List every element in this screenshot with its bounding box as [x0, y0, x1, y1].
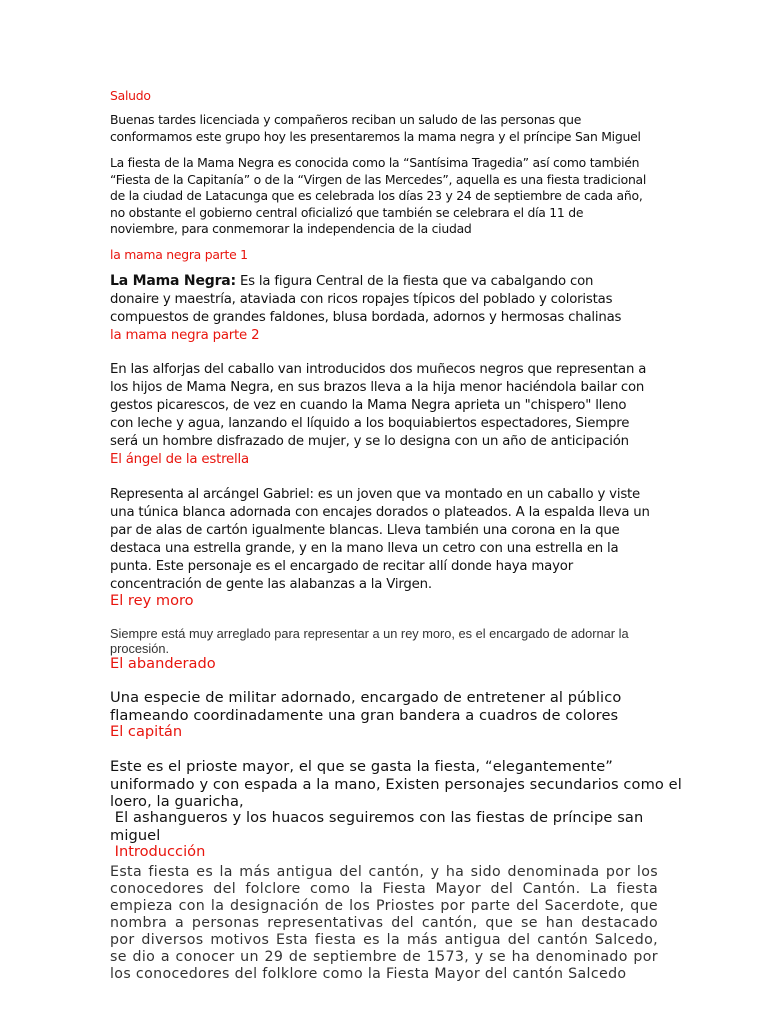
introduccion-text: Esta fiesta es la más antigua del cantón, y ha sido denominada por los conocedores del folclore como la Fiesta Mayor del Cantón. La fiesta empieza con la designación de los Priostes por parte del Sacerdote, que nombra a personas representativas del cantón, que se han destacado por diversos motivos Esta fiesta es la más antigua del cantón Salcedo, se dio a conocer un 29 de septiembre de 1573, y se ha denominado por los conocedores del folklore como la Fiesta Mayor del cantón Salcedo	[110, 864, 658, 982]
saludo-heading: Saludo	[110, 88, 151, 103]
angel-heading: El ángel de la estrella	[110, 452, 249, 467]
abanderado-heading: El abanderado	[110, 655, 216, 672]
rey-moro-heading: El rey moro	[110, 592, 194, 609]
capitan-heading: El capitán	[110, 723, 183, 740]
saludo-text: Buenas tardes licenciada y compañeros reciban un saludo de las personas que conformamos este grupo hoy les presentaremos la mama negra y el príncipe San Miguel	[110, 112, 641, 144]
mama-negra-text: Es la figura Central de la fiesta que va cabalgando con donaire y maestría, ataviada con ricos ropajes típicos del poblado y coloristas compuestos de grandes faldones, blusa bordada, adornos y hermosas chalinas	[110, 274, 622, 325]
rey-moro-text: Siempre está muy arreglado para representar a un rey moro, es el encargado de adornar la procesión.	[110, 626, 629, 656]
mama-negra-paragraph	[110, 272, 635, 327]
abanderado-text: Una especie de militar adornado, encargado de entretener al público flameando coordinadamente una gran bandera a cuadros de colores	[110, 689, 622, 724]
parte1-heading: la mama negra parte 1	[110, 247, 248, 262]
parte2-text: En las alforjas del caballo van introducidos dos muñecos negros que representan a los hijos de Mama Negra, en sus brazos lleva a la hija menor haciéndola bailar con gestos picarescos, de vez en cuando la Mama Negra aprieta un "chispero" lleno con leche y agua, lanzando el líquido a los boquiabiertos espectadores, Siempre será un hombre disfrazado de mujer, y se lo designa con un año de anticipación	[110, 362, 647, 449]
capitan-text: Este es el prioste mayor, el que se gasta la fiesta, “elegantemente” uniformado y con espada a la mano, Existen personajes secundarios como el loero, la guaricha,	[110, 758, 682, 810]
capitan-text-2: El ashangueros y los huacos seguiremos con las fiestas de príncipe san miguel	[110, 809, 649, 844]
parte2-heading: la mama negra parte 2	[110, 328, 260, 343]
angel-text: Representa al arcángel Gabriel: es un joven que va montado en un caballo y viste una túnica blanca adornada con encajes dorados o plateados. A la espalda lleva un par de alas de cartón igualmente blancas. Lleva también una corona en la que destaca una estrella grande, y en la mano lleva un cetro con una estrella en la punta. Este personaje es el encargado de recitar allí donde haya mayor concentración de gente las alabanzas a la Virgen.	[110, 487, 650, 592]
introduccion-heading: Introducción	[110, 843, 206, 860]
mama-negra-lead: La Mama Negra:	[110, 273, 236, 289]
intro-paragraph: La fiesta de la Mama Negra es conocida como la “Santísima Tragedia” así como también “Fiesta de la Capitanía” o de la “Virgen de las Mercedes”, aquella es una fiesta tradicional de la ciudad de Latacunga que es celebrada los días 23 y 24 de septiembre de cada año, no obstante el gobierno central oficializó que también se celebrara el día 11 de noviembre, para conmemorar la independencia de la ciudad	[110, 155, 647, 237]
